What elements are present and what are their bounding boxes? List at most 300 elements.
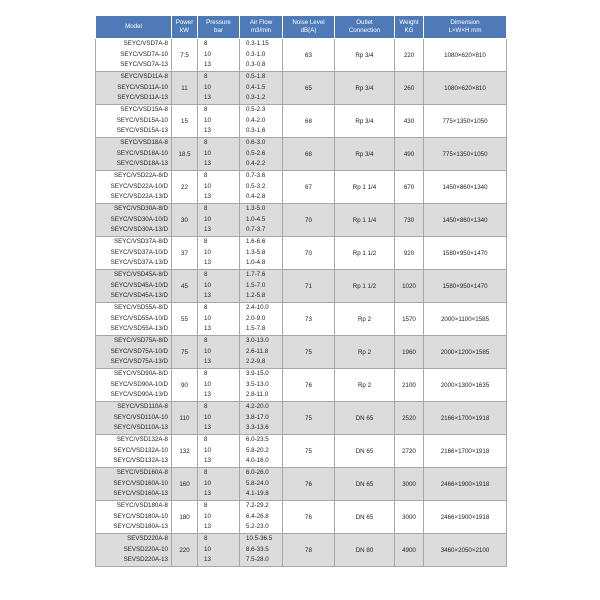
header-unit: kW bbox=[180, 27, 189, 34]
model-cell-line: SEYC/VSD30A-13/D bbox=[110, 226, 168, 234]
power-cell: 45 bbox=[172, 270, 198, 303]
pressure-cell-line: 10 bbox=[204, 380, 211, 388]
table-row bbox=[96, 501, 507, 534]
air-flow-cell-line: 0.5-1.8 bbox=[246, 73, 266, 81]
noise-level-cell: 76 bbox=[283, 468, 335, 501]
pressure-cell bbox=[198, 72, 240, 105]
pressure-cell-line: 8 bbox=[204, 40, 208, 48]
power-cell: 180 bbox=[172, 501, 198, 534]
header-label: Outlet bbox=[356, 19, 373, 26]
table-row bbox=[96, 237, 507, 270]
model-cell-line: SEYC/VSD45A-8/D bbox=[114, 271, 168, 279]
model-cell-line: SEYC/VSD18A-8 bbox=[120, 139, 168, 147]
air-flow-cell-line: 0.3-1.6 bbox=[246, 127, 266, 135]
spec-table-container bbox=[95, 15, 506, 567]
model-cell-line: SEVSD220A-13 bbox=[123, 556, 168, 564]
pressure-cell-line: 8 bbox=[204, 73, 208, 81]
pressure-cell-line: 10 bbox=[204, 413, 211, 421]
header-label: Dimension bbox=[450, 19, 480, 26]
dimension-cell: 2000×1200×1585 bbox=[424, 336, 507, 369]
power-cell: 37 bbox=[172, 237, 198, 270]
power-cell: 90 bbox=[172, 369, 198, 402]
air-flow-cell-line: 6.0-23.5 bbox=[246, 436, 269, 444]
noise-level-cell: 73 bbox=[283, 303, 335, 336]
pressure-cell-line: 8 bbox=[204, 370, 208, 378]
model-cell-line: SEYC/VSD90A-13/D bbox=[110, 391, 168, 399]
weight-cell: 730 bbox=[395, 204, 424, 237]
pressure-cell-line: 13 bbox=[204, 292, 211, 300]
pressure-cell-line: 13 bbox=[204, 259, 211, 267]
pressure-cell-line: 10 bbox=[204, 50, 211, 58]
model-cell-line: SEYC/VSD22A-10/D bbox=[110, 182, 168, 190]
air-flow-cell-line: 0.3-1.2 bbox=[246, 94, 266, 102]
pressure-cell-line: 10 bbox=[204, 545, 211, 553]
air-flow-cell-line: 0.3-1.0 bbox=[246, 50, 266, 58]
pressure-cell-line: 13 bbox=[204, 193, 211, 201]
dimension-cell: 1580×950×1470 bbox=[424, 237, 507, 270]
pressure-cell-line: 10 bbox=[204, 248, 211, 256]
power-cell: 7.5 bbox=[172, 39, 198, 72]
air-flow-cell bbox=[240, 204, 283, 237]
table-row bbox=[96, 534, 507, 567]
weight-cell: 2100 bbox=[395, 369, 424, 402]
model-cell-line: SEYC/VSD15A-10 bbox=[116, 116, 168, 124]
table-row bbox=[96, 468, 507, 501]
pressure-cell-line: 8 bbox=[204, 436, 208, 444]
pressure-cell bbox=[198, 435, 240, 468]
outlet-connection-cell: Rp 2 bbox=[335, 369, 395, 402]
noise-level-cell: 68 bbox=[283, 138, 335, 171]
model-cell bbox=[96, 171, 172, 204]
air-flow-cell-line: 7.2-29.2 bbox=[246, 502, 269, 510]
model-cell-line: SEYC/VSD55A-10/D bbox=[110, 314, 168, 322]
header-weight bbox=[395, 16, 424, 39]
outlet-connection-cell: Rp 1 1/2 bbox=[335, 270, 395, 303]
header-air-flow bbox=[240, 16, 283, 39]
air-flow-cell bbox=[240, 468, 283, 501]
model-cell bbox=[96, 270, 172, 303]
air-flow-cell-line: 1.2-5.8 bbox=[246, 292, 266, 300]
table-row bbox=[96, 171, 507, 204]
model-cell bbox=[96, 402, 172, 435]
pressure-cell-line: 8 bbox=[204, 535, 208, 543]
outlet-connection-cell: Rp 2 bbox=[335, 336, 395, 369]
power-cell: 160 bbox=[172, 468, 198, 501]
header-unit: dB(A) bbox=[300, 27, 317, 34]
air-flow-cell-line: 3.0-13.0 bbox=[246, 337, 269, 345]
air-flow-cell-line: 8.6-33.5 bbox=[246, 545, 269, 553]
model-cell-line: SEYC/VSD11A-8 bbox=[120, 73, 168, 81]
air-flow-cell bbox=[240, 435, 283, 468]
pressure-cell-line: 8 bbox=[204, 238, 208, 246]
air-flow-cell bbox=[240, 237, 283, 270]
air-flow-cell bbox=[240, 72, 283, 105]
pressure-cell-line: 13 bbox=[204, 556, 211, 564]
model-cell bbox=[96, 39, 172, 72]
model-cell bbox=[96, 303, 172, 336]
table-row bbox=[96, 204, 507, 237]
model-cell-line: SEYC/VSD75A-13/D bbox=[110, 358, 168, 366]
pressure-cell bbox=[198, 336, 240, 369]
model-cell-line: SEYC/VSD18A-13 bbox=[116, 160, 168, 168]
outlet-connection-cell: DN 65 bbox=[335, 435, 395, 468]
pressure-cell-line: 10 bbox=[204, 83, 211, 91]
pressure-cell-line: 10 bbox=[204, 281, 211, 289]
air-flow-cell-line: 0.4-1.5 bbox=[246, 83, 266, 91]
table-row bbox=[96, 105, 507, 138]
air-flow-cell-line: 4.2-20.0 bbox=[246, 403, 269, 411]
air-flow-cell-line: 2.0-9.0 bbox=[246, 314, 266, 322]
header-label: Weight bbox=[399, 19, 419, 26]
outlet-connection-cell: Rp 1 1/2 bbox=[335, 237, 395, 270]
weight-cell: 4900 bbox=[395, 534, 424, 567]
air-flow-cell-line: 1.0-4.5 bbox=[246, 215, 266, 223]
pressure-cell-line: 8 bbox=[204, 337, 208, 345]
model-cell-line: SEYC/VSD7A-13 bbox=[120, 61, 168, 69]
model-cell-line: SEYC/VSD180A-13 bbox=[113, 523, 168, 531]
table-row bbox=[96, 270, 507, 303]
model-cell bbox=[96, 204, 172, 237]
power-cell: 11 bbox=[172, 72, 198, 105]
power-cell: 18.5 bbox=[172, 138, 198, 171]
header-unit: m3/min bbox=[250, 27, 272, 34]
air-flow-cell-line: 7.5-28.0 bbox=[246, 556, 269, 564]
model-cell-line: SEYC/VSD15A-13 bbox=[116, 127, 168, 135]
model-cell-line: SEYC/VSD55A-13/D bbox=[110, 325, 168, 333]
model-cell-line: SEYC/VSD22A-13/D bbox=[110, 193, 168, 201]
power-cell: 15 bbox=[172, 105, 198, 138]
outlet-connection-cell: DN 65 bbox=[335, 501, 395, 534]
noise-level-cell: 75 bbox=[283, 402, 335, 435]
air-flow-cell-line: 1.0-4.8 bbox=[246, 259, 266, 267]
noise-level-cell: 75 bbox=[283, 435, 335, 468]
table-row bbox=[96, 369, 507, 402]
model-cell bbox=[96, 138, 172, 171]
air-flow-cell-line: 3.3-13.6 bbox=[246, 424, 269, 432]
outlet-connection-cell: Rp 3/4 bbox=[335, 72, 395, 105]
air-flow-cell bbox=[240, 39, 283, 72]
model-cell bbox=[96, 105, 172, 138]
pressure-cell-line: 13 bbox=[204, 424, 211, 432]
header-pressure bbox=[198, 16, 240, 39]
header-label: Noise Level bbox=[292, 19, 325, 26]
outlet-connection-cell: Rp 1 1/4 bbox=[335, 204, 395, 237]
air-flow-cell-line: 10.5-36.5 bbox=[246, 535, 273, 543]
header-power bbox=[172, 16, 198, 39]
table-row bbox=[96, 72, 507, 105]
dimension-cell: 2466×1900×1918 bbox=[424, 468, 507, 501]
outlet-connection-cell: Rp 1 1/4 bbox=[335, 171, 395, 204]
model-cell-line: SEYC/VSD15A-8 bbox=[120, 106, 168, 114]
model-cell-line: SEYC/VSD180A-8 bbox=[116, 502, 168, 510]
air-flow-cell bbox=[240, 402, 283, 435]
noise-level-cell: 76 bbox=[283, 369, 335, 402]
model-cell-line: SEYC/VSD30A-10/D bbox=[110, 215, 168, 223]
pressure-cell-line: 10 bbox=[204, 512, 211, 520]
noise-level-cell: 70 bbox=[283, 204, 335, 237]
weight-cell: 3000 bbox=[395, 468, 424, 501]
outlet-connection-cell: DN 80 bbox=[335, 534, 395, 567]
model-cell-line: SEYC/VSD75A-8/D bbox=[114, 337, 168, 345]
model-cell-line: SEVSD220A-8 bbox=[127, 535, 168, 543]
header-row bbox=[96, 16, 507, 39]
header-label: Pressure bbox=[206, 19, 231, 26]
weight-cell: 670 bbox=[395, 171, 424, 204]
model-cell-line: SEVSD220A-10 bbox=[123, 545, 168, 553]
noise-level-cell: 65 bbox=[283, 72, 335, 105]
dimension-cell: 3460×2050×2100 bbox=[424, 534, 507, 567]
pressure-cell-line: 13 bbox=[204, 226, 211, 234]
weight-cell: 2520 bbox=[395, 402, 424, 435]
header-unit: L×W×H mm bbox=[448, 27, 482, 34]
pressure-cell-line: 8 bbox=[204, 469, 208, 477]
pressure-cell-line: 13 bbox=[204, 457, 211, 465]
dimension-cell: 2466×1900×1918 bbox=[424, 501, 507, 534]
pressure-cell-line: 13 bbox=[204, 490, 211, 498]
noise-level-cell: 71 bbox=[283, 270, 335, 303]
air-flow-cell bbox=[240, 303, 283, 336]
air-flow-cell-line: 0.4-2.2 bbox=[246, 160, 266, 168]
pressure-cell-line: 10 bbox=[204, 314, 211, 322]
weight-cell: 920 bbox=[395, 237, 424, 270]
air-flow-cell-line: 6.4-26.8 bbox=[246, 512, 269, 520]
pressure-cell-line: 10 bbox=[204, 149, 211, 157]
model-cell-line: SEYC/VSD7A-8 bbox=[123, 40, 168, 48]
table-row bbox=[96, 39, 507, 72]
air-flow-cell-line: 3.5-13.0 bbox=[246, 380, 269, 388]
model-cell-line: SEYC/VSD30A-8/D bbox=[114, 205, 168, 213]
pressure-cell-line: 13 bbox=[204, 127, 211, 135]
pressure-cell bbox=[198, 105, 240, 138]
pressure-cell bbox=[198, 171, 240, 204]
model-cell-line: SEYC/VSD11A-13 bbox=[117, 94, 168, 102]
model-cell-line: SEYC/VSD22A-8/D bbox=[114, 172, 168, 180]
pressure-cell-line: 13 bbox=[204, 160, 211, 168]
air-flow-cell-line: 4.0-16.0 bbox=[246, 457, 269, 465]
dimension-cell: 1450×860×1340 bbox=[424, 204, 507, 237]
model-cell bbox=[96, 468, 172, 501]
pressure-cell bbox=[198, 369, 240, 402]
pressure-cell-line: 13 bbox=[204, 391, 211, 399]
header-unit: KG bbox=[404, 27, 414, 34]
air-flow-cell-line: 0.5-2.6 bbox=[246, 149, 266, 157]
model-cell-line: SEYC/VSD110A-10 bbox=[113, 413, 168, 421]
dimension-cell: 2166×1700×1918 bbox=[424, 402, 507, 435]
air-flow-cell-line: 2.6-11.8 bbox=[246, 347, 269, 355]
pressure-cell-line: 10 bbox=[204, 446, 211, 454]
dimension-cell: 775×1350×1050 bbox=[424, 105, 507, 138]
weight-cell: 430 bbox=[395, 105, 424, 138]
dimension-cell: 2000×1300×1635 bbox=[424, 369, 507, 402]
model-cell-line: SEYC/VSD180A-10 bbox=[113, 512, 168, 520]
power-cell: 55 bbox=[172, 303, 198, 336]
dimension-cell: 1080×620×810 bbox=[424, 39, 507, 72]
air-flow-cell bbox=[240, 171, 283, 204]
outlet-connection-cell: Rp 3/4 bbox=[335, 138, 395, 171]
noise-level-cell: 78 bbox=[283, 534, 335, 567]
dimension-cell: 1080×620×810 bbox=[424, 72, 507, 105]
air-flow-cell-line: 5.2-23.0 bbox=[246, 523, 269, 531]
outlet-connection-cell: Rp 3/4 bbox=[335, 105, 395, 138]
model-cell-line: SEYC/VSD132A-13 bbox=[113, 457, 168, 465]
model-cell bbox=[96, 72, 172, 105]
model-cell-line: SEYC/VSD160A-10 bbox=[113, 479, 168, 487]
model-cell bbox=[96, 534, 172, 567]
header-label: Air Flow bbox=[249, 19, 273, 26]
outlet-connection-cell: Rp 3/4 bbox=[335, 39, 395, 72]
pressure-cell bbox=[198, 138, 240, 171]
air-flow-cell bbox=[240, 501, 283, 534]
weight-cell: 1960 bbox=[395, 336, 424, 369]
pressure-cell bbox=[198, 402, 240, 435]
model-cell-line: SEYC/VSD90A-8/D bbox=[114, 370, 168, 378]
air-flow-cell-line: 0.4-2.0 bbox=[246, 116, 266, 124]
pressure-cell bbox=[198, 204, 240, 237]
pressure-cell-line: 10 bbox=[204, 479, 211, 487]
dimension-cell: 2166×1700×1918 bbox=[424, 435, 507, 468]
header-model bbox=[96, 16, 172, 39]
model-cell bbox=[96, 369, 172, 402]
model-cell-line: SEYC/VSD45A-13/D bbox=[110, 292, 168, 300]
table-row bbox=[96, 402, 507, 435]
air-flow-cell-line: 0.6-3.0 bbox=[246, 139, 266, 147]
model-cell-line: SEYC/VSD11A-10 bbox=[117, 83, 168, 91]
air-flow-cell-line: 0.4-2.8 bbox=[246, 193, 266, 201]
outlet-connection-cell: Rp 2 bbox=[335, 303, 395, 336]
pressure-cell bbox=[198, 303, 240, 336]
air-flow-cell bbox=[240, 105, 283, 138]
pressure-cell bbox=[198, 468, 240, 501]
noise-level-cell: 63 bbox=[283, 39, 335, 72]
header-unit: bar bbox=[214, 27, 223, 34]
power-cell: 220 bbox=[172, 534, 198, 567]
noise-level-cell: 67 bbox=[283, 171, 335, 204]
pressure-cell-line: 13 bbox=[204, 325, 211, 333]
model-cell-line: SEYC/VSD75A-10/D bbox=[110, 347, 168, 355]
pressure-cell-line: 8 bbox=[204, 106, 208, 114]
outlet-connection-cell: DN 65 bbox=[335, 468, 395, 501]
model-cell-line: SEYC/VSD110A-8 bbox=[117, 403, 168, 411]
pressure-cell-line: 8 bbox=[204, 139, 208, 147]
dimension-cell: 2000×1100×1585 bbox=[424, 303, 507, 336]
pressure-cell-line: 13 bbox=[204, 94, 211, 102]
dimension-cell: 775×1350×1050 bbox=[424, 138, 507, 171]
air-flow-cell-line: 2.8-11.0 bbox=[246, 391, 269, 399]
weight-cell: 490 bbox=[395, 138, 424, 171]
air-flow-cell bbox=[240, 270, 283, 303]
power-cell: 132 bbox=[172, 435, 198, 468]
model-cell-line: SEYC/VSD160A-8 bbox=[116, 469, 168, 477]
model-cell-line: SEYC/VSD37A-8/D bbox=[114, 238, 168, 246]
air-flow-cell-line: 0.7-3.6 bbox=[246, 172, 266, 180]
air-flow-cell bbox=[240, 369, 283, 402]
spec-table bbox=[95, 15, 507, 567]
pressure-cell-line: 10 bbox=[204, 116, 211, 124]
header-unit: Connection bbox=[348, 27, 381, 34]
air-flow-cell-line: 0.5-3.2 bbox=[246, 182, 266, 190]
pressure-cell-line: 8 bbox=[204, 271, 208, 279]
air-flow-cell-line: 0.7-3.7 bbox=[246, 226, 266, 234]
power-cell: 110 bbox=[172, 402, 198, 435]
pressure-cell-line: 8 bbox=[204, 502, 208, 510]
pressure-cell bbox=[198, 270, 240, 303]
model-cell bbox=[96, 501, 172, 534]
power-cell: 30 bbox=[172, 204, 198, 237]
pressure-cell-line: 13 bbox=[204, 523, 211, 531]
weight-cell: 1570 bbox=[395, 303, 424, 336]
model-cell-line: SEYC/VSD90A-10/D bbox=[110, 380, 168, 388]
pressure-cell-line: 13 bbox=[204, 61, 211, 69]
pressure-cell-line: 8 bbox=[204, 205, 208, 213]
pressure-cell-line: 8 bbox=[204, 172, 208, 180]
air-flow-cell-line: 1.6-6.6 bbox=[246, 238, 266, 246]
model-cell bbox=[96, 237, 172, 270]
outlet-connection-cell: DN 65 bbox=[335, 402, 395, 435]
air-flow-cell-line: 1.3-5.8 bbox=[246, 248, 266, 256]
pressure-cell bbox=[198, 237, 240, 270]
air-flow-cell-line: 3.8-17.0 bbox=[246, 413, 269, 421]
table-row bbox=[96, 303, 507, 336]
model-cell-line: SEYC/VSD7A-10 bbox=[120, 50, 168, 58]
weight-cell: 3000 bbox=[395, 501, 424, 534]
model-cell-line: SEYC/VSD37A-13/D bbox=[110, 259, 168, 267]
header-label: Power bbox=[175, 19, 194, 26]
air-flow-cell-line: 6.0-26.0 bbox=[246, 469, 269, 477]
air-flow-cell-line: 1.7-7.6 bbox=[246, 271, 266, 279]
air-flow-cell-line: 0.5-2.3 bbox=[246, 106, 266, 114]
noise-level-cell: 70 bbox=[283, 237, 335, 270]
header-label: Model bbox=[125, 23, 142, 30]
air-flow-cell-line: 2.4-10.0 bbox=[246, 304, 269, 312]
power-cell: 75 bbox=[172, 336, 198, 369]
pressure-cell-line: 10 bbox=[204, 182, 211, 190]
weight-cell: 260 bbox=[395, 72, 424, 105]
table-row bbox=[96, 336, 507, 369]
air-flow-cell-line: 1.5-7.0 bbox=[246, 281, 266, 289]
air-flow-cell-line: 1.3-5.0 bbox=[246, 205, 266, 213]
air-flow-cell bbox=[240, 138, 283, 171]
model-cell-line: SEYC/VSD132A-10 bbox=[113, 446, 168, 454]
header-noise-level bbox=[283, 16, 335, 39]
model-cell bbox=[96, 336, 172, 369]
pressure-cell bbox=[198, 501, 240, 534]
model-cell-line: SEYC/VSD55A-8/D bbox=[114, 304, 168, 312]
air-flow-cell-line: 4.1-19.8 bbox=[246, 490, 269, 498]
weight-cell: 1020 bbox=[395, 270, 424, 303]
air-flow-cell-line: 3.9-15.0 bbox=[246, 370, 269, 378]
noise-level-cell: 75 bbox=[283, 336, 335, 369]
table-row bbox=[96, 435, 507, 468]
model-cell-line: SEYC/VSD45A-10/D bbox=[110, 281, 168, 289]
air-flow-cell-line: 1.5-7.8 bbox=[246, 325, 266, 333]
header-dimension bbox=[424, 16, 507, 39]
pressure-cell-line: 10 bbox=[204, 215, 211, 223]
pressure-cell-line: 13 bbox=[204, 358, 211, 366]
model-cell-line: SEYC/VSD110A-13 bbox=[113, 424, 168, 432]
spec-table-body bbox=[96, 39, 507, 567]
air-flow-cell bbox=[240, 336, 283, 369]
dimension-cell: 1450×860×1340 bbox=[424, 171, 507, 204]
model-cell-line: SEYC/VSD132A-8 bbox=[116, 436, 168, 444]
pressure-cell-line: 8 bbox=[204, 304, 208, 312]
air-flow-cell-line: 2.2-9.8 bbox=[246, 358, 266, 366]
dimension-cell: 1580×950×1470 bbox=[424, 270, 507, 303]
power-cell: 22 bbox=[172, 171, 198, 204]
weight-cell: 2720 bbox=[395, 435, 424, 468]
model-cell-line: SEYC/VSD160A-13 bbox=[113, 490, 168, 498]
pressure-cell-line: 8 bbox=[204, 403, 208, 411]
weight-cell: 220 bbox=[395, 39, 424, 72]
